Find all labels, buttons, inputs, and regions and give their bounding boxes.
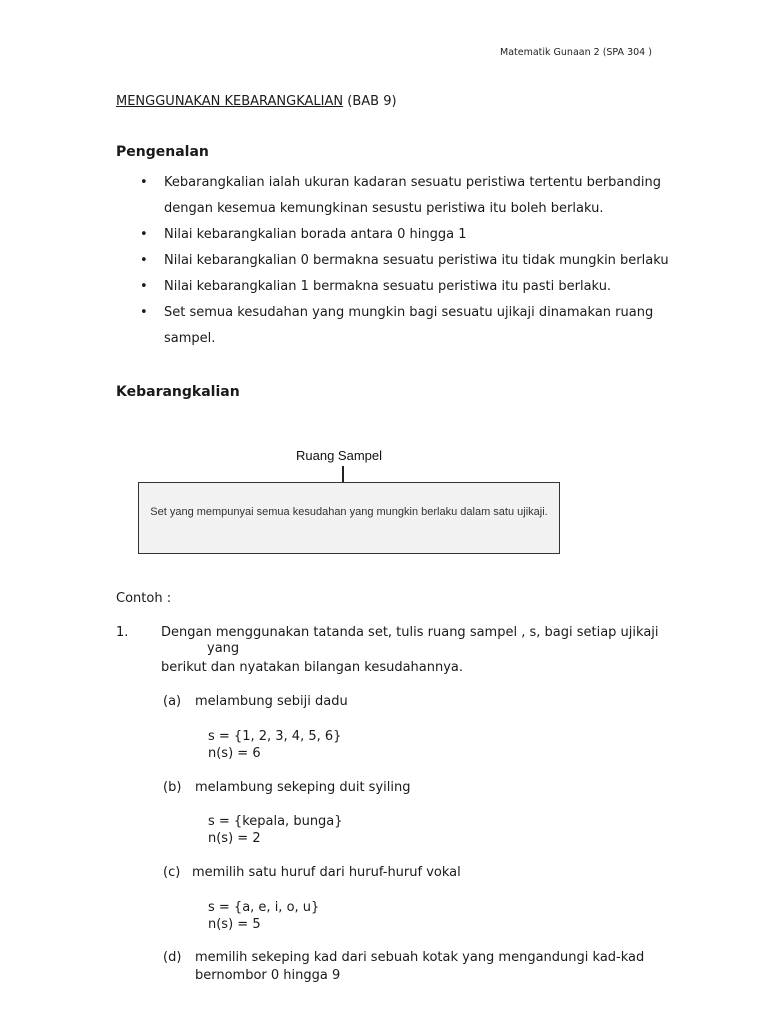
example-b-count: n(s) = 2 (208, 831, 261, 846)
bullet-text: Nilai kebarangkalian 1 bermakna sesuatu peristiwa itu pasti berlaku. (164, 279, 612, 294)
title-main: MENGGUNAKAN KEBARANGKALIAN (116, 94, 344, 109)
example-b-text: melambung sekeping duit syiling (195, 780, 411, 795)
bullet-icon: • (140, 305, 148, 320)
sample-space-label: Ruang Sampel (296, 448, 382, 463)
question-text-line-1: Dengan menggunakan tatanda set, tulis ruang sampel , s, bagi setiap ujikaji (161, 625, 659, 640)
example-a-count: n(s) = 6 (208, 746, 261, 761)
example-d-label: (d) (163, 950, 182, 965)
list-item (140, 170, 680, 222)
document-title (116, 94, 397, 109)
example-b-label: (b) (163, 780, 182, 795)
bullet-icon: • (140, 227, 148, 242)
diagram-connector-line (342, 466, 344, 483)
course-header: Matematik Gunaan 2 (SPA 304 ) (500, 47, 652, 58)
example-a-label: (a) (163, 694, 182, 709)
example-c-text: memilih satu huruf dari huruf-huruf vokal (192, 865, 461, 880)
example-label: Contoh : (116, 591, 172, 606)
list-item (140, 274, 680, 300)
example-c-count: n(s) = 5 (208, 917, 261, 932)
example-a-text: melambung sebiji dadu (195, 694, 348, 709)
bullet-text: Nilai kebarangkalian borada antara 0 hingga 1 (164, 227, 467, 242)
sample-space-definition-box (138, 482, 560, 554)
intro-heading: Pengenalan (116, 144, 209, 160)
bullet-text: Set semua kesudahan yang mungkin bagi sesuatu ujikaji dinamakan ruang sampel. (164, 305, 654, 346)
example-d-text-line-1: memilih sekeping kad dari sebuah kotak yang mengandungi kad-kad (195, 950, 645, 965)
list-item (140, 300, 680, 352)
bullet-icon: • (140, 175, 148, 190)
intro-bullet-list (140, 170, 680, 352)
question-number: 1. (116, 625, 129, 640)
example-a-set: s = {1, 2, 3, 4, 5, 6} (208, 729, 342, 744)
example-b-set: s = {kepala, bunga} (208, 814, 343, 829)
sample-space-definition: Set yang mempunyai semua kesudahan yang mungkin berlaku dalam satu ujikaji. (150, 506, 548, 518)
example-c-label: (c) (163, 865, 181, 880)
example-c-set: s = {a, e, i, o, u} (208, 900, 320, 915)
bullet-icon: • (140, 253, 148, 268)
title-chapter: (BAB 9) (347, 94, 397, 109)
probability-heading: Kebarangkalian (116, 384, 240, 400)
bullet-text: Nilai kebarangkalian 0 bermakna sesuatu peristiwa itu tidak mungkin berlaku (164, 253, 669, 268)
bullet-icon: • (140, 279, 148, 294)
question-text-line-2: yang (207, 641, 240, 656)
bullet-text: Kebarangkalian ialah ukuran kadaran sesuatu peristiwa tertentu berbanding dengan kesemua kemungkinan sesustu peristiwa itu boleh berlaku. (164, 175, 661, 216)
example-d-text-line-2: bernombor 0 hingga 9 (195, 968, 341, 983)
list-item (140, 222, 680, 248)
question-text-line-3: berikut dan nyatakan bilangan kesudahannya. (161, 660, 464, 675)
list-item (140, 248, 680, 274)
